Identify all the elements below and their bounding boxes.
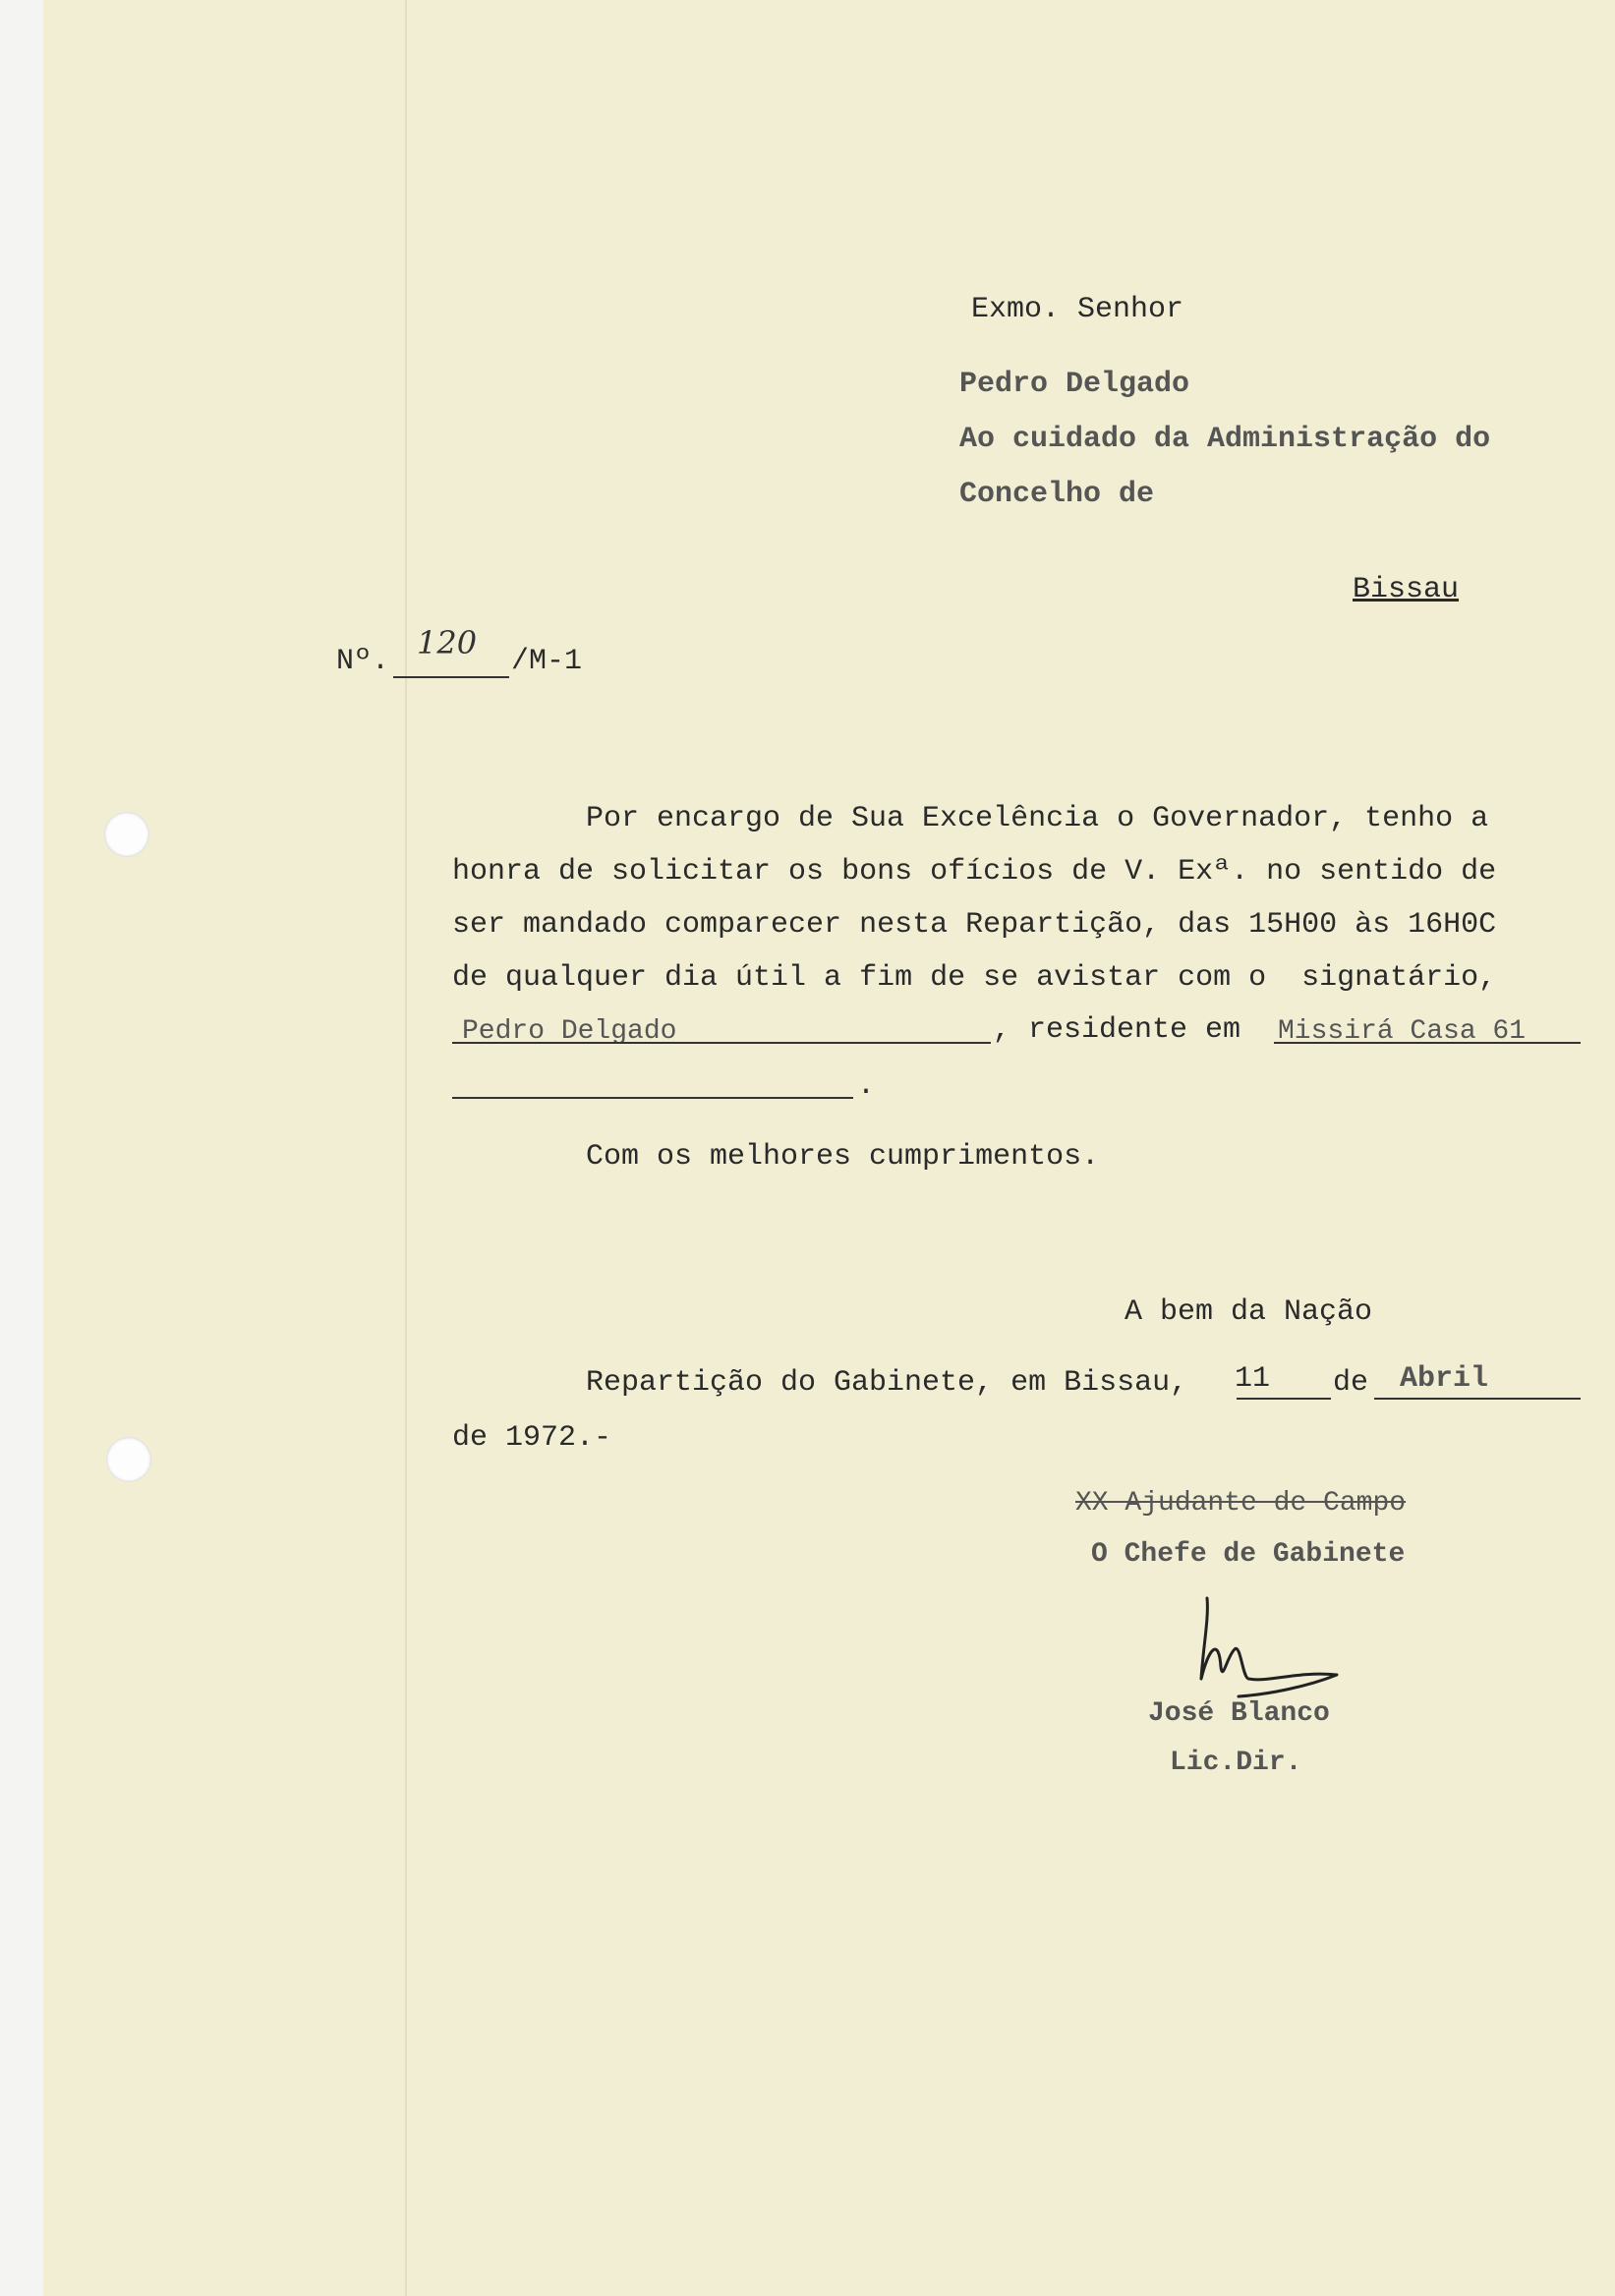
page-margin-strip [0,0,43,2296]
residente-label: , residente em [993,1013,1241,1047]
signatory-name: José Blanco [1148,1698,1330,1729]
page-fold-line [405,0,407,2296]
body-line-3: ser mandado comparecer nesta Repartição, das 15H00 às 16H0C [452,908,1497,942]
fill-name-underline [452,1042,991,1044]
signatory-credential: Lic.Dir. [1170,1748,1302,1778]
fill-name: Pedro Delgado [462,1016,677,1047]
signature-title: O Chefe de Gabinete [1091,1539,1406,1570]
body-line-4: de qualquer dia útil a fim de se avistar com o signatário, [452,961,1497,995]
reference-prefix: Nº. [336,645,390,678]
punch-hole-bottom [106,1437,151,1482]
date-day: 11 [1235,1362,1271,1396]
handwritten-signature [1180,1588,1356,1706]
motto: A bem da Nação [1125,1295,1373,1329]
fill-continuation-underline [452,1097,853,1099]
date-year: de 1972.- [452,1421,612,1455]
fill-address: Missirá Casa 61 [1278,1016,1527,1047]
date-month: Abril [1400,1362,1489,1396]
fill-address-underline [1274,1042,1581,1044]
date-month-underline [1374,1398,1581,1400]
salutation: Exmo. Senhor [971,293,1184,326]
addressee-name: Pedro Delgado [959,368,1190,401]
date-day-underline [1237,1398,1331,1400]
addressee-care-of: Ao cuidado da Administração do [959,423,1491,456]
body-line-2: honra de solicitar os bons ofícios de V. Exª. no sentido de [452,855,1497,889]
addressee-city: Bissau [1353,573,1460,606]
struck-title: XX Ajudante de Campo [1075,1488,1407,1519]
reference-number: 120 [417,624,478,661]
reference-suffix: /M-1 [511,645,583,678]
closing: Com os melhores cumprimentos. [586,1140,1100,1174]
punch-hole-top [104,812,149,857]
fill-period: . [857,1069,876,1103]
place-prefix: Repartição do Gabinete, em Bissau, [586,1366,1188,1400]
date-de: de [1333,1366,1369,1400]
body-line-1: Por encargo de Sua Excelência o Governador, tenho a [586,802,1489,835]
addressee-council: Concelho de [959,478,1155,511]
reference-number-underline [393,676,509,678]
